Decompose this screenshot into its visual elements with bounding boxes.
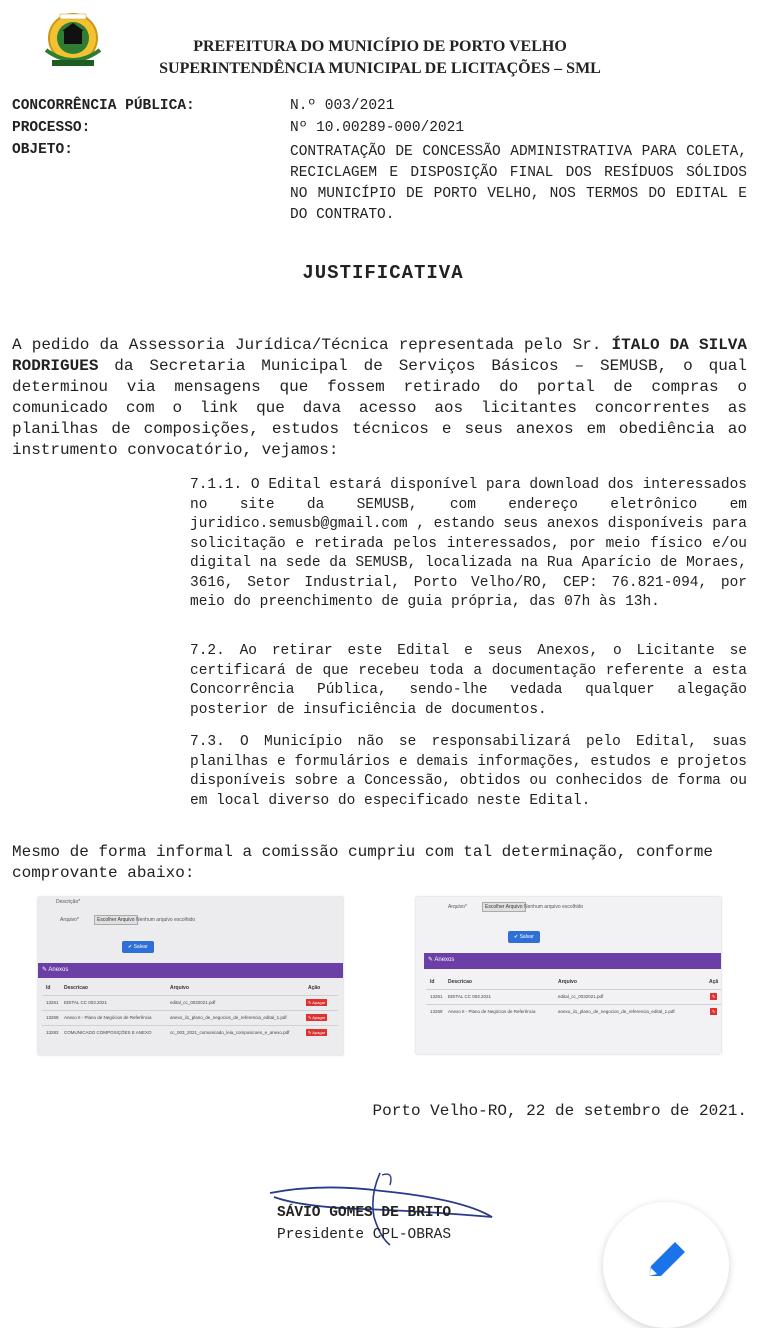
signatory-role: Presidente CPL-OBRAS [277, 1227, 452, 1243]
intro-text-b: da Secretaria Municipal de Serviços Básicos – SEMUSB, o qual determinou via mensagens que fossem retirado do portal de compras o comunicado com o link que dava acesso aos licitantes concorrentes as planilhas de composições, estudos técnicos e seus anexos em obediência ao instrumento convocatório, vejamos: [12, 357, 747, 459]
row-file: edital_cc_0032021.pdf [558, 994, 604, 999]
choose-file-button: Escolher Arquivo [94, 915, 138, 925]
arquivo-label: Arquivo* [448, 904, 467, 910]
no-file-text: Nenhum arquivo escolhido [524, 904, 584, 910]
processo-label: PROCESSO: [12, 120, 91, 136]
choose-file-button: Escolher Arquivo [482, 902, 526, 912]
intro-text-a: A pedido da Assessoria Jurídica/Técnica representada pelo Sr. [12, 336, 612, 354]
row-id: 13269 [430, 1009, 443, 1014]
divider [42, 995, 338, 996]
signatory-name: SÁVIO GOMES DE BRITO [277, 1205, 452, 1221]
intro-paragraph [12, 335, 747, 461]
row-id: 13261 [46, 1000, 59, 1005]
row-desc: Anexo II - Plano de Negócios de Referência [448, 1009, 536, 1014]
col-action: Açã [709, 979, 719, 985]
header-line-1: PREFEITURA DO MUNICÍPIO DE PORTO VELHO [193, 38, 567, 55]
intro-person-name: ÍTALO DA SILVA RODRIGUES [12, 336, 748, 375]
objeto-value: CONTRATAÇÃO DE CONCESSÃO ADMINISTRATIVA PARA COLETA, RECICLAGEM E DISPOSIÇÃO FINAL DOS RESÍDUOS SÓLIDOS NO MUNICÍPIO DE PORTO VELHO, NOS TERMOS DO EDITAL E DO CONTRATO. [290, 144, 747, 223]
col-id: Id [46, 985, 51, 991]
page-title: JUSTIFICATIVA [302, 262, 464, 284]
col-file: Arquivo [170, 985, 189, 991]
divider [426, 1004, 721, 1005]
divider [42, 1010, 338, 1011]
divider [42, 1025, 338, 1026]
row-desc: EDITAL CC 003.2021 [64, 1000, 108, 1005]
row-file: anexo_ii1_plano_de_negocios_de_referencia_edital_1.pdf [170, 1015, 287, 1020]
row-file: edital_cc_0032021.pdf [170, 1000, 216, 1005]
header-line-2: SUPERINTENDÊNCIA MUNICIPAL DE LICITAÇÕES – SML [159, 60, 601, 77]
row-delete: ✎ Apagar [308, 1015, 326, 1020]
municipal-seal-logo [38, 10, 108, 74]
quote-7-2: 7.2. Ao retirar este Edital e seus Anexos, o Licitante se certificará de que recebeu toda a documentação referente a esta Concorrência Pública, sendo-lhe vedada qualquer alegação posterior de insuficiência de documentos. [190, 643, 747, 718]
save-button: ✔ Salvar [122, 941, 154, 953]
row-desc: Anexo II - Plano de Negócios de Referência [64, 1015, 152, 1020]
save-button: ✔ Salvar [508, 931, 540, 943]
concorrencia-value: N.º 003/2021 [290, 98, 395, 114]
row-desc: EDITAL CC 003.2021 [448, 994, 492, 999]
row-id: 13261 [430, 994, 443, 999]
row-delete: ✎ [712, 994, 716, 999]
divider [426, 989, 721, 990]
pencil-icon [641, 1236, 691, 1286]
descricao-label: Descrição* [56, 899, 81, 905]
proof-paragraph: Mesmo de forma informal a comissão cumpriu com tal determinação, conforme comprovante abaixo: [12, 843, 713, 882]
col-desc: Descricao [448, 979, 472, 985]
row-delete: ✎ [712, 1009, 716, 1014]
col-file: Arquivo [558, 979, 577, 985]
row-id: 13268 [46, 1015, 59, 1020]
quote-7-3: 7.3. O Município não se responsabilizará pelo Edital, suas planilhas e formulários e demais informações, estudos e projetos disponíveis sobre a Concessão, obtidos ou conhecidos de forma ou em local diverso do especificado neste Edital. [190, 734, 747, 809]
row-file: cc_003_2021_comunicado_leia_composicoes_e_anexo.pdf [170, 1030, 290, 1035]
edit-fab-button[interactable] [603, 1202, 729, 1328]
row-file: anexo_ii1_plano_de_negocios_de_referencia_edital_1.pdf [558, 1009, 675, 1014]
row-delete: ✎ Apagar [308, 1000, 326, 1005]
row-delete: ✎ Apagar [308, 1030, 326, 1035]
col-desc: Descricao [64, 985, 88, 991]
quote-7-1-1: 7.1.1. O Edital estará disponível para download dos interessados no site da SEMUSB, com endereço eletrônico em juridico.semusb@gmail.com , estando seus anexos disponíveis para solicitação e retirada pelos interessados, por meio físico e/ou digital na sede da SEMUSB, localizada na Rua Aparício de Moraes, 3616, Setor Industrial, Porto Velho/RO, CEP: 76.821-094, por meio do preenchimento de guia própria, das 07h às 13h. [190, 477, 747, 610]
concorrencia-label: CONCORRÊNCIA PÚBLICA: [12, 98, 195, 114]
anexos-header: ✎ Anexos [38, 963, 343, 978]
col-id: Id [430, 979, 435, 985]
processo-value: Nº 10.00289-000/2021 [290, 120, 465, 136]
row-id: 13283 [46, 1030, 59, 1035]
row-desc: COMUNICADO COMPOSIÇÕES E ANEXO [64, 1030, 152, 1035]
objeto-label: OBJETO: [12, 142, 73, 158]
anexos-header: ✎ Anexos [424, 953, 721, 969]
col-action: Ação [308, 985, 321, 991]
arquivo-label: Arquivo* [60, 917, 79, 923]
proof-screenshot-1 [38, 897, 343, 1055]
proof-screenshot-2 [416, 897, 721, 1054]
no-file-text: Nenhum arquivo escolhido [136, 917, 196, 923]
document-date: Porto Velho-RO, 22 de setembro de 2021. [372, 1102, 747, 1120]
